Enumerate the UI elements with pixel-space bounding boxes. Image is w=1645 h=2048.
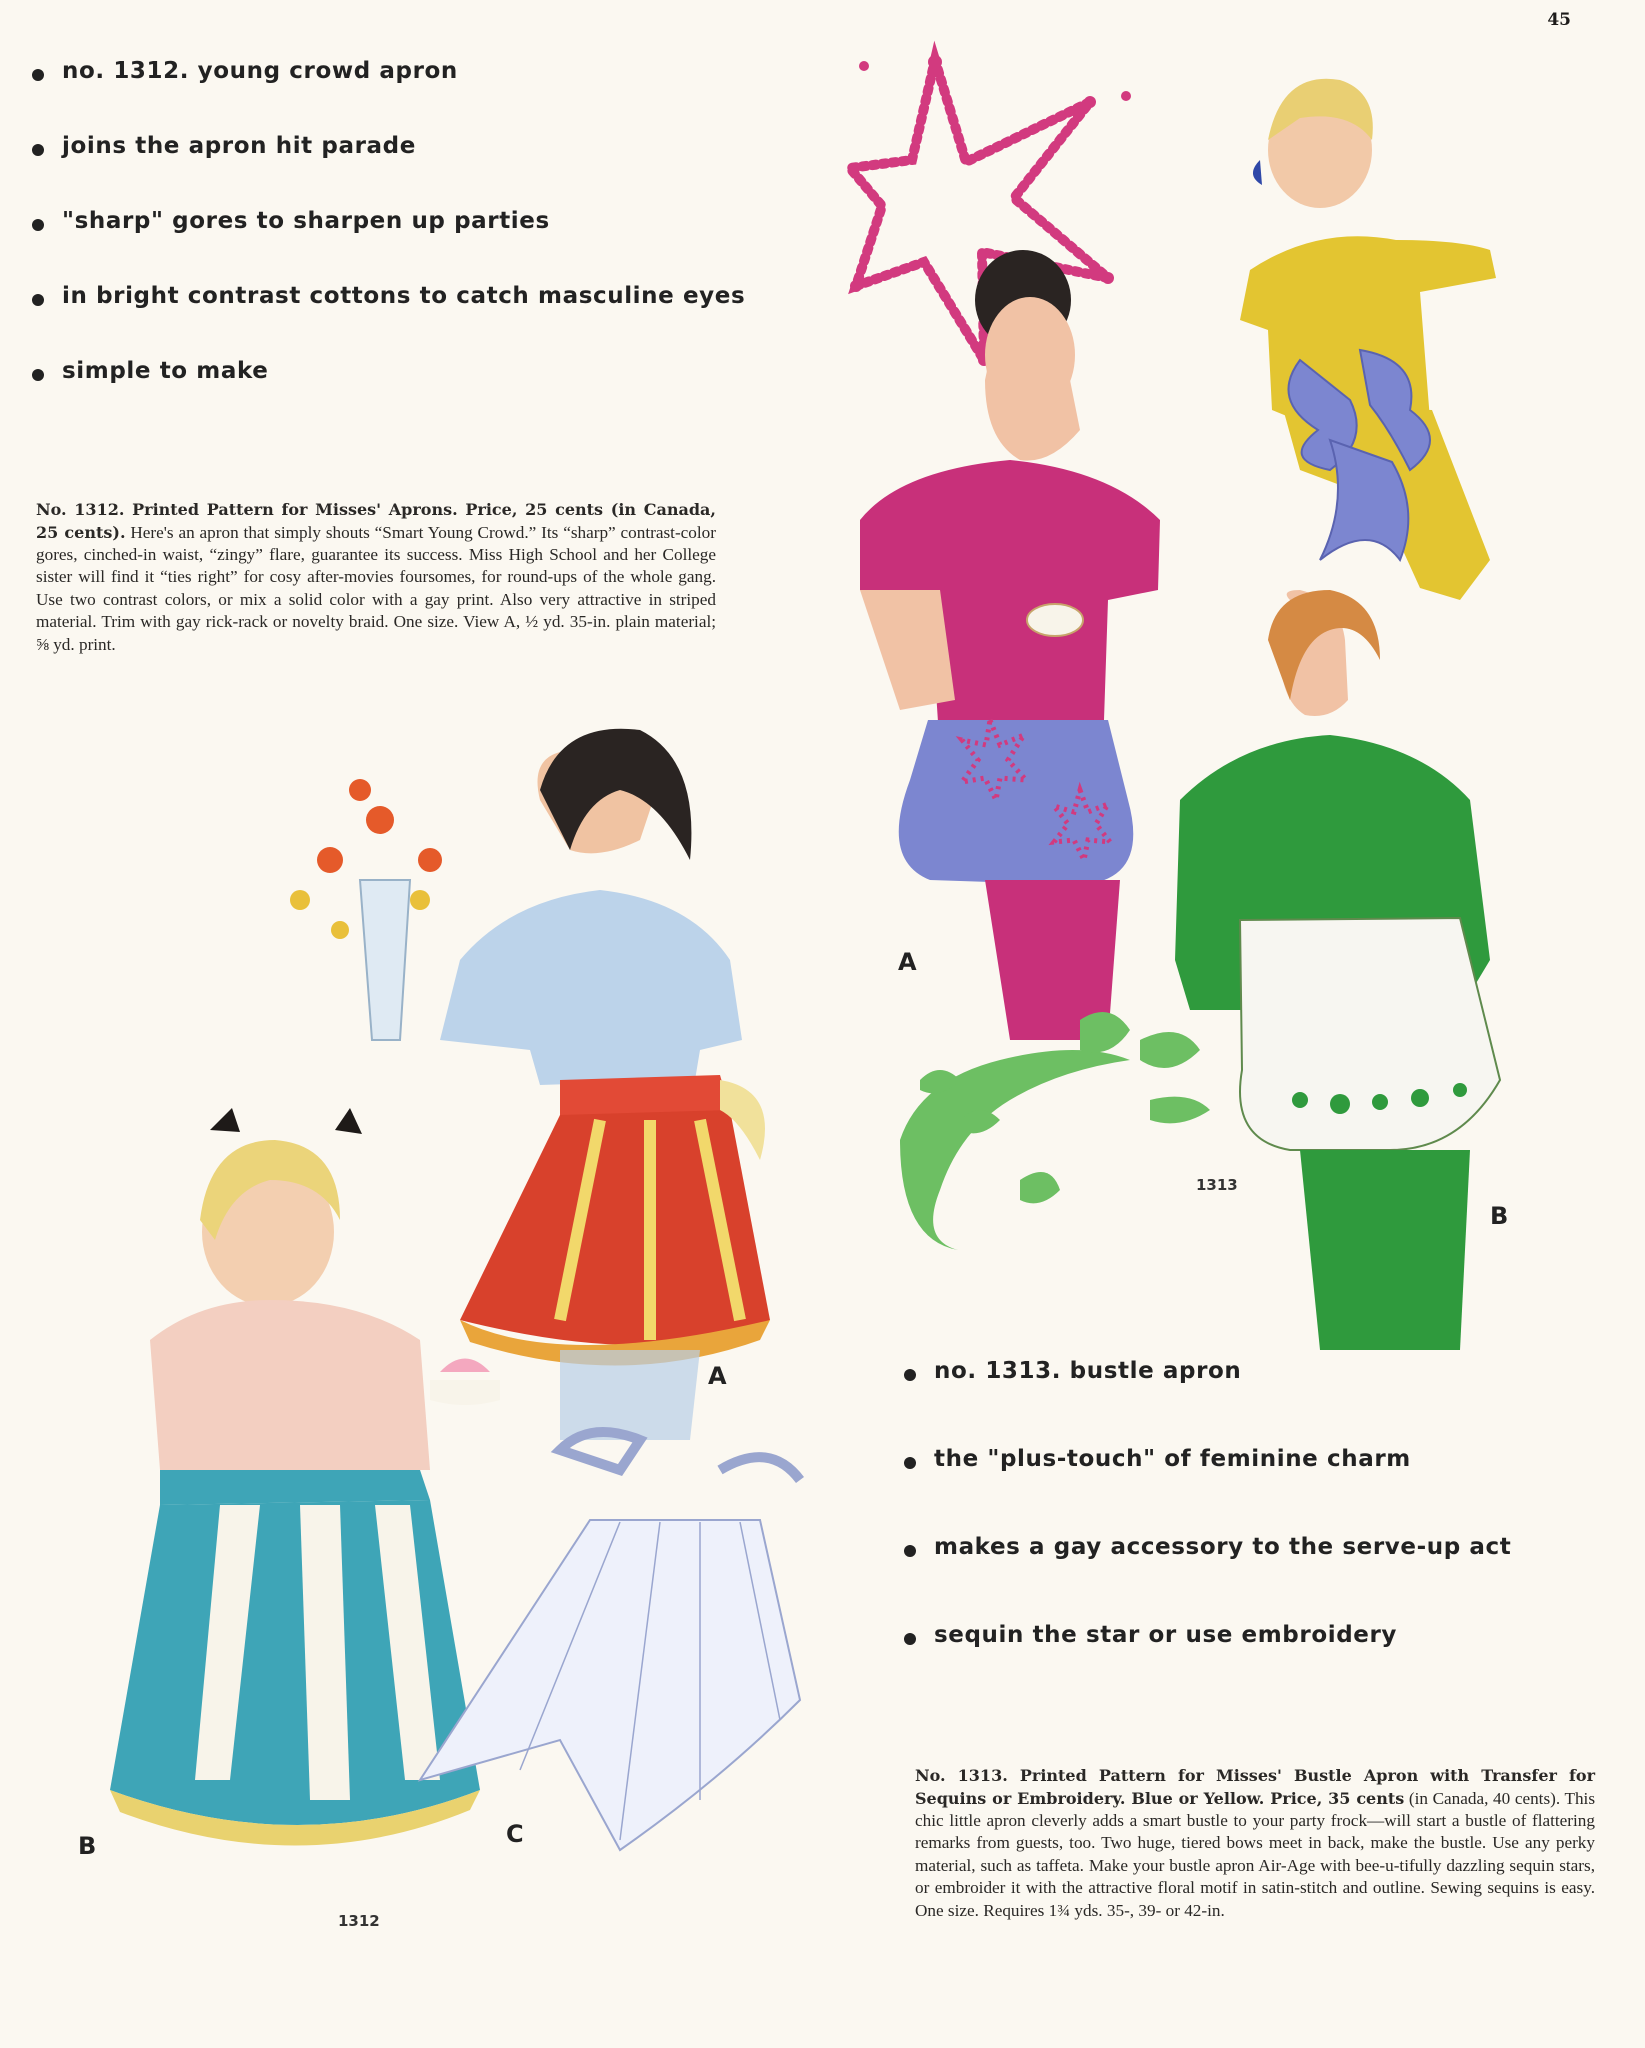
- page-number: 45: [1547, 10, 1571, 30]
- view-label-1312-a: A: [708, 1362, 727, 1390]
- view-label-1313-b: B: [1490, 1202, 1509, 1230]
- feature-bullet: sequin the star or use embroidery: [900, 1622, 1511, 1710]
- view-label-1313-a: A: [898, 948, 917, 976]
- pattern-1312-description: [36, 499, 716, 656]
- pattern-1313-description: [915, 1765, 1595, 1922]
- figure-1313-view-b: [1175, 590, 1508, 1350]
- feature-bullet: the "plus-touch" of feminine charm: [900, 1446, 1511, 1534]
- feature-bullet: no. 1313. bustle apron: [900, 1358, 1511, 1446]
- feature-bullet: makes a gay accessory to the serve-up act: [900, 1534, 1511, 1622]
- description-body: Here's an apron that simply shouts “Smart Young Crowd.” Its “sharp” contrast-color gores, cinched-in waist, “zingy” flare, guarantee its success. Miss High School and her College sister will find it “ties right” for cosy after-movies foursomes, for round-ups of the whole gang. Use two contrast colors, or mix a solid color with a gay print. Also very attractive in striped material. Trim with gay rick-rack or novelty braid. One size. View A, ½ yd. 35-in. plain material; ⅝ yd. print.: [36, 522, 716, 654]
- view-label-1312-c: C: [506, 1820, 524, 1848]
- description-lead: No. 1312. Printed Pattern for Misses' Aprons. Price, 25 cents (in Canada, 25 cents).: [36, 500, 716, 542]
- flower-vase: [290, 779, 442, 1040]
- feature-bullet: simple to make: [28, 358, 745, 433]
- figure-1313-back-view: [1240, 79, 1496, 600]
- illustration-number-1313: 1313: [1196, 1176, 1238, 1194]
- feature-bullet: in bright contrast cottons to catch masculine eyes: [28, 283, 745, 358]
- feature-bullet: no. 1312. young crowd apron: [28, 58, 745, 133]
- pattern-1312-feature-list: [28, 58, 745, 433]
- illustration-number-1312: 1312: [338, 1912, 380, 1930]
- description-body: (in Canada, 40 cents). This chic little apron cleverly adds a smart bustle to your party frock—will start a bustle of flattering remarks from guests, too. Two huge, tiered bows meet in back, make the bustle. Use any perky material, such as taffeta. Make your bustle apron Air-Age with bee-u-tifully dazzling sequin stars, or embroider it with the attractive floral motif in satin-stitch and outline. Sewing sequins is easy. One size. Requires 1¾ yds. 35-, 39- or 42-in.: [915, 1788, 1596, 1920]
- feature-bullet: "sharp" gores to sharpen up parties: [28, 208, 745, 283]
- view-label-1312-b: B: [78, 1832, 97, 1860]
- pattern-1313-feature-list: [900, 1358, 1511, 1710]
- feature-bullet: joins the apron hit parade: [28, 133, 745, 208]
- embroidery-floral-motif: [900, 1012, 1210, 1250]
- figure-1313-view-a: [860, 250, 1160, 1040]
- figure-1312-view-b: [78, 1108, 500, 1860]
- description-lead: No. 1313. Printed Pattern for Misses' Bustle Apron with Transfer for Sequins or Embroidery. Blue or Yellow. Price, 35 cents: [915, 1766, 1595, 1808]
